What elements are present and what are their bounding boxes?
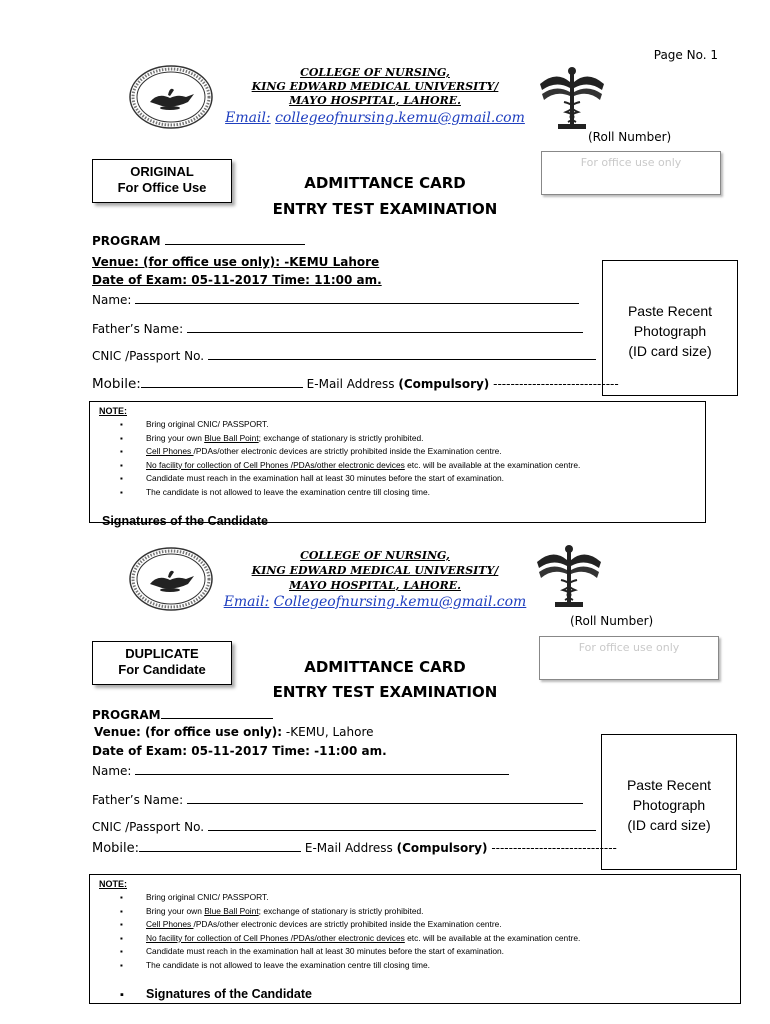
note-item: ▪ No facility for collection of Cell Phones /PDAs/other electronic devices etc. will be available at the examination centre. (120, 932, 580, 946)
exam-date-text: Date of Exam: 05-11-2017 Time: 11:00 am. (92, 273, 382, 287)
venue-label: Venue: (for office use only): (94, 725, 283, 739)
office-use-box: For office use only (541, 151, 721, 195)
university-name: KING EDWARD MEDICAL UNIVERSITY/ (251, 80, 499, 93)
name-label: Name: (92, 764, 132, 778)
father-name-field (92, 792, 583, 807)
note-item: ▪ No facility for collection of Cell Phones /PDAs/other electronic devices etc. will be available at the examination centre. (120, 459, 580, 473)
email-address-label: E-Mail Address (304, 841, 393, 855)
note-label: NOTE: (99, 406, 127, 416)
father-name-field (92, 321, 583, 336)
father-name-label: Father’s Name: (92, 322, 184, 336)
mobile-label: Mobile: (92, 376, 141, 392)
note-item: ▪ Bring original CNIC/ PASSPORT. (120, 891, 580, 905)
roll-number-label: (Roll Number) (588, 130, 672, 144)
note-list (120, 418, 580, 500)
note-label: NOTE: (99, 879, 127, 889)
copy-type: DUPLICATE (125, 646, 199, 661)
name-field (92, 292, 579, 307)
venue-text: Venue: (for office use only): -KEMU Lahore (92, 255, 380, 269)
venue-text (94, 725, 374, 739)
note-item: ▪ Candidate must reach in the examination hall at least 30 minutes before the start of examination. (120, 472, 580, 486)
note-item: ▪ Cell Phones /PDAs/other electronic devices are strictly prohibited inside the Examination centre. (120, 445, 580, 459)
card-subtitle: ENTRY TEST EXAMINATION (272, 200, 498, 218)
email-link[interactable]: Collegeofnursing.kemu@gmail.com (273, 594, 527, 610)
card-subtitle: ENTRY TEST EXAMINATION (272, 683, 498, 701)
compulsory-label: (Compulsory) (398, 377, 490, 391)
photo-line-1: Paste Recent (627, 303, 713, 319)
note-item: ▪ Bring your own Blue Ball Point; exchange of stationary is strictly prohibited. (120, 432, 580, 446)
copy-purpose: For Candidate (118, 662, 206, 677)
hospital-name: MAYO HOSPITAL, LAHORE. (289, 579, 461, 592)
name-label: Name: (92, 293, 132, 307)
office-use-box: For office use only (539, 636, 719, 680)
name-line[interactable] (135, 763, 509, 775)
cnic-field (92, 819, 596, 834)
university-name: KING EDWARD MEDICAL UNIVERSITY/ (251, 564, 499, 577)
copy-purpose: For Office Use (117, 180, 207, 195)
cnic-label: CNIC /Passport No. (92, 820, 205, 834)
program-label: PROGRAM (92, 234, 161, 248)
email-link[interactable]: collegeofnursing.kemu@gmail.com (275, 110, 525, 126)
photo-line-1: Paste Recent (626, 777, 712, 793)
email-address-label: E-Mail Address (306, 377, 395, 391)
card-title: ADMITTANCE CARD (304, 174, 466, 192)
hospital-name: MAYO HOSPITAL, LAHORE. (289, 94, 461, 107)
mobile-line[interactable] (139, 840, 301, 852)
photo-line-3: (ID card size) (628, 343, 712, 359)
compulsory-label: (Compulsory) (396, 841, 488, 855)
header-email (0, 110, 750, 126)
exam-date-text: Date of Exam: 05-11-2017 Time: -11:00 am. (92, 744, 387, 758)
name-line[interactable] (135, 292, 579, 304)
email-dashes[interactable]: ----------------------------- (491, 841, 617, 855)
program-field (92, 233, 305, 248)
header-email (0, 594, 750, 610)
card-title: ADMITTANCE CARD (304, 658, 466, 676)
program-label: PROGRAM (92, 708, 161, 722)
father-name-line[interactable] (187, 792, 583, 804)
signature-label: ▪ Signatures of the Candidate (120, 987, 312, 1001)
note-item: ▪ Candidate must reach in the examination hall at least 30 minutes before the start of examination. (120, 945, 580, 959)
note-item: ▪ The candidate is not allowed to leave the examination centre till closing time. (120, 959, 580, 973)
mobile-label: Mobile: (92, 841, 140, 856)
cnic-line[interactable] (208, 819, 596, 831)
cnic-label: CNIC /Passport No. (92, 349, 205, 363)
father-name-label: Father’s Name: (92, 793, 184, 807)
program-line[interactable] (161, 707, 273, 719)
note-item: ▪ The candidate is not allowed to leave the examination centre till closing time. (120, 486, 580, 500)
name-field (92, 763, 509, 778)
copy-type: ORIGINAL (130, 164, 194, 179)
note-box (89, 874, 741, 1004)
email-label: Email: (225, 110, 271, 126)
college-name: COLLEGE OF NURSING, (300, 66, 450, 79)
note-list (120, 891, 580, 973)
note-box (89, 401, 706, 528)
photo-line-2: Photograph (632, 797, 706, 813)
note-item: ▪ Cell Phones /PDAs/other electronic devices are strictly prohibited inside the Examination centre. (120, 918, 580, 932)
note-item: ▪ Bring your own Blue Ball Point; exchange of stationary is strictly prohibited. (120, 905, 580, 919)
father-name-line[interactable] (187, 321, 583, 333)
program-field (92, 707, 273, 722)
cnic-field (92, 348, 596, 363)
bullet-icon: ▪ (120, 989, 124, 1001)
mobile-email-field (92, 376, 619, 392)
mobile-line[interactable] (141, 376, 303, 388)
cnic-line[interactable] (208, 348, 596, 360)
venue-value: -KEMU, Lahore (282, 725, 374, 739)
roll-number-label: (Roll Number) (570, 614, 654, 628)
photo-line-2: Photograph (633, 323, 707, 339)
mobile-email-field (92, 840, 617, 856)
email-label: Email: (223, 594, 270, 610)
note-item: ▪ Bring original CNIC/ PASSPORT. (120, 418, 580, 432)
photo-box (602, 260, 738, 396)
program-line[interactable] (165, 233, 305, 245)
page-number: Page No. 1 (653, 48, 718, 62)
signature-label: Signatures of the Candidate (102, 514, 268, 528)
university-crest-icon (536, 62, 608, 136)
college-name: COLLEGE OF NURSING, (300, 549, 450, 562)
email-dashes[interactable]: ----------------------------- (493, 377, 619, 391)
photo-box (601, 734, 737, 870)
photo-line-3: (ID card size) (627, 817, 711, 833)
university-crest-icon (533, 540, 605, 614)
